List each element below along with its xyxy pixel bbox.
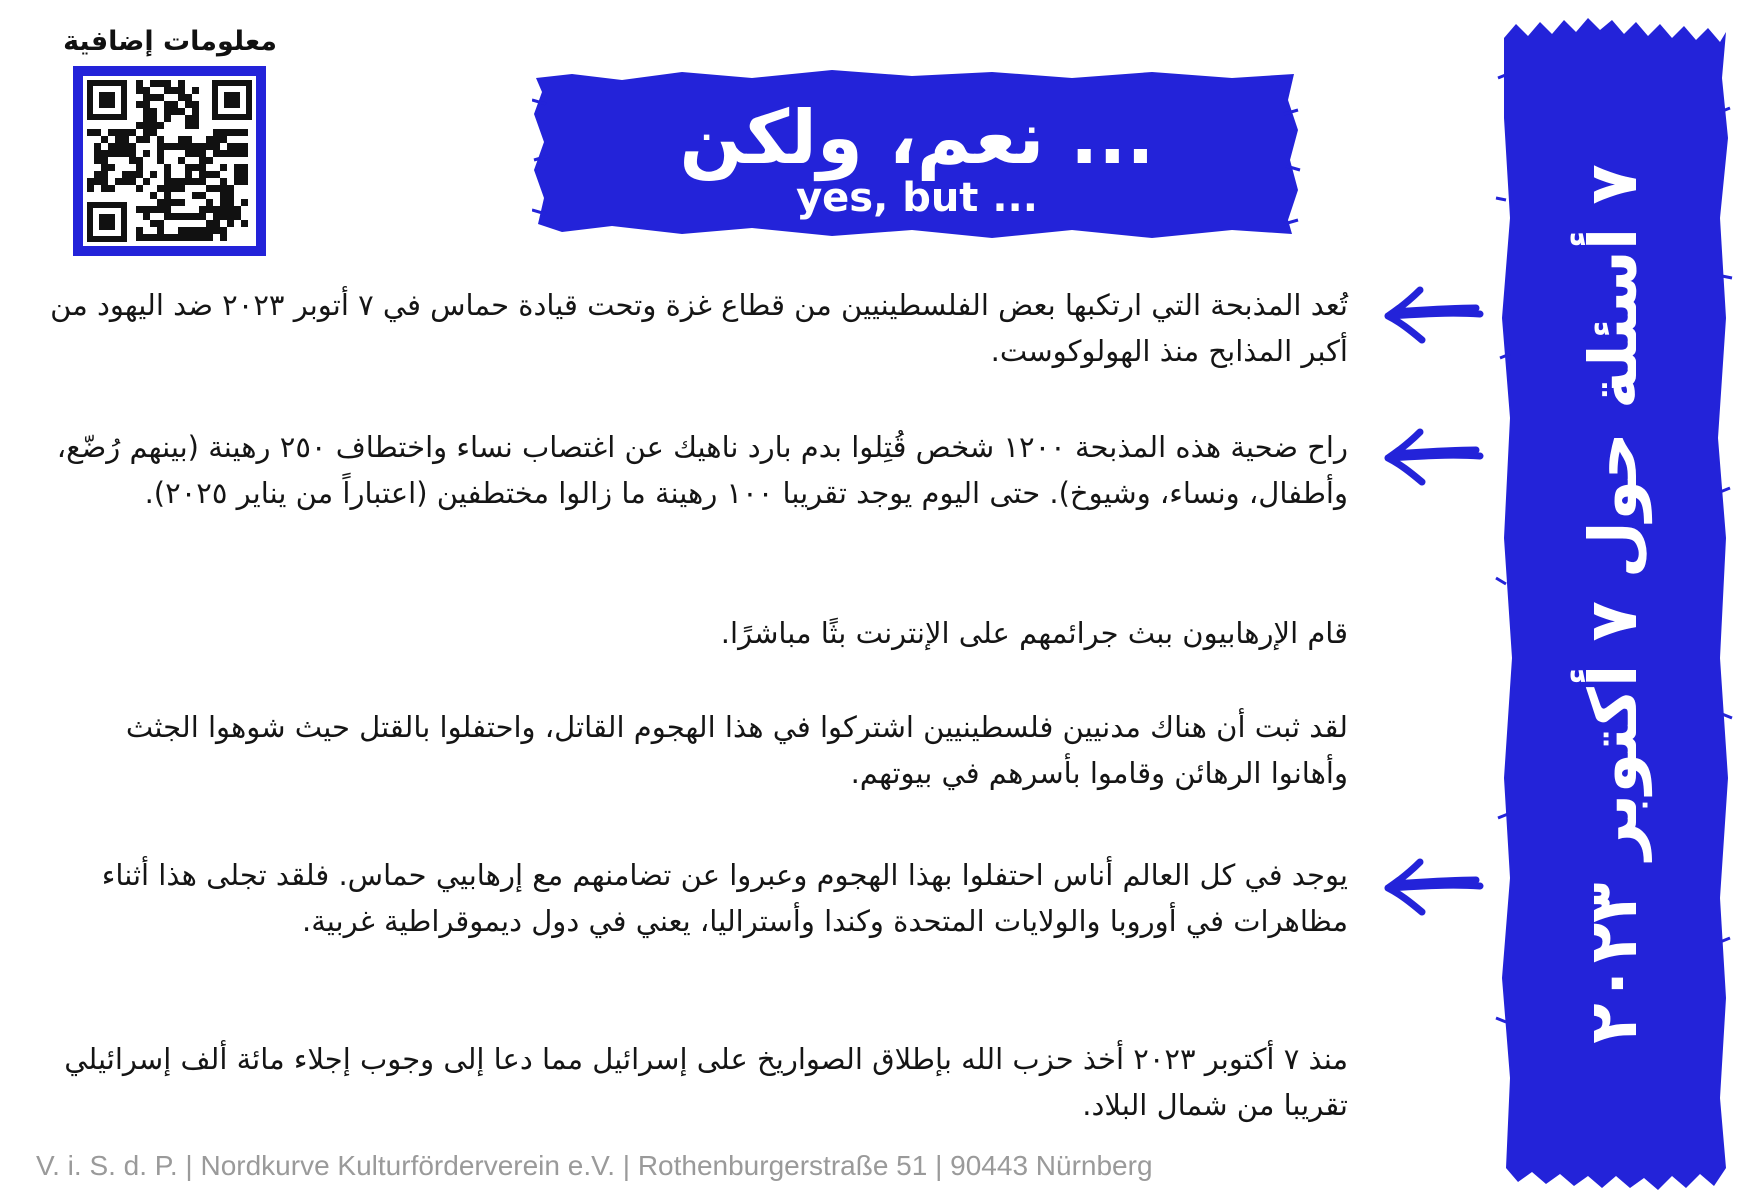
arrow-left-icon — [1380, 426, 1484, 488]
paragraph-victims-hostages: راح ضحية هذه المذبحة ١٢٠٠ شخص قُتِلوا بدم بارد ناهيك عن اغتصاب نساء واختطاف ٢٥٠ رهينة (بينهم رُضّع، وأطفال، ونساء، وشيوخ). حتى اليوم يوجد تقريبا ١٠٠ رهينة ما زالوا مختطفين (اعتباراً من يناير ٢٠٢٥). — [56, 430, 1348, 510]
footer-imprint: V. i. S. d. P. | Nordkurve Kulturförderverein e.V. | Rothenburgerstraße 51 | 90443 Nürnberg — [36, 1150, 1153, 1181]
paragraph-hezbollah: منذ ٧ أكتوبر ٢٠٢٣ أخذ حزب الله بإطلاق الصواريخ على إسرائيل مما دعا إلى وجوب إجلاء مائة ألف إسرائيلي تقريبا من شمال البلاد. — [64, 1042, 1348, 1122]
paragraph-global-celebrations: يوجد في كل العالم أناس احتفلوا بهذا الهجوم وعبروا عن تضامنهم مع إرهابيي حماس. فلقد تجلى هذا أثناء مظاهرات في أوروبا والولايات المتحدة وكندا وأستراليا، يعني في دول ديموقراطية غربية. — [101, 858, 1348, 938]
qr-code-graphic — [73, 66, 266, 256]
qr-label: معلومات إضافية — [63, 26, 277, 57]
paragraph-livestream: قام الإرهابيون ببث جرائمهم على الإنترنت بثًا مباشرًا. — [720, 616, 1348, 650]
qr-code-icon[interactable] — [73, 66, 266, 256]
arrow-left-icon — [1380, 856, 1484, 918]
paragraph-civilian-participation: لقد ثبت أن هناك مدنيين فلسطينيين اشتركوا في هذا الهجوم القاتل، واحتفلوا بالقتل حيث شوهوا الجثث وأهانوا الرهائن وقاموا بأسرهم في بيوتهم. — [125, 710, 1348, 790]
side-banner-title: ٧ أسئلة حول ٧ أكتوبر ٢٠٢٣ — [1575, 164, 1652, 1044]
heading-arabic: نعم، ولكن ... — [679, 95, 1155, 181]
paragraph-massacre: تُعد المذبحة التي ارتكبها بعض الفلسطينيين من قطاع غزة وتحت قيادة حماس في ٧ أتوبر ٢٠٢٣ ضد اليهود من أكبر المذابح منذ الهولوكوست. — [50, 288, 1348, 368]
arrow-left-icon — [1380, 284, 1484, 346]
heading-english: yes, but ... — [796, 175, 1038, 221]
